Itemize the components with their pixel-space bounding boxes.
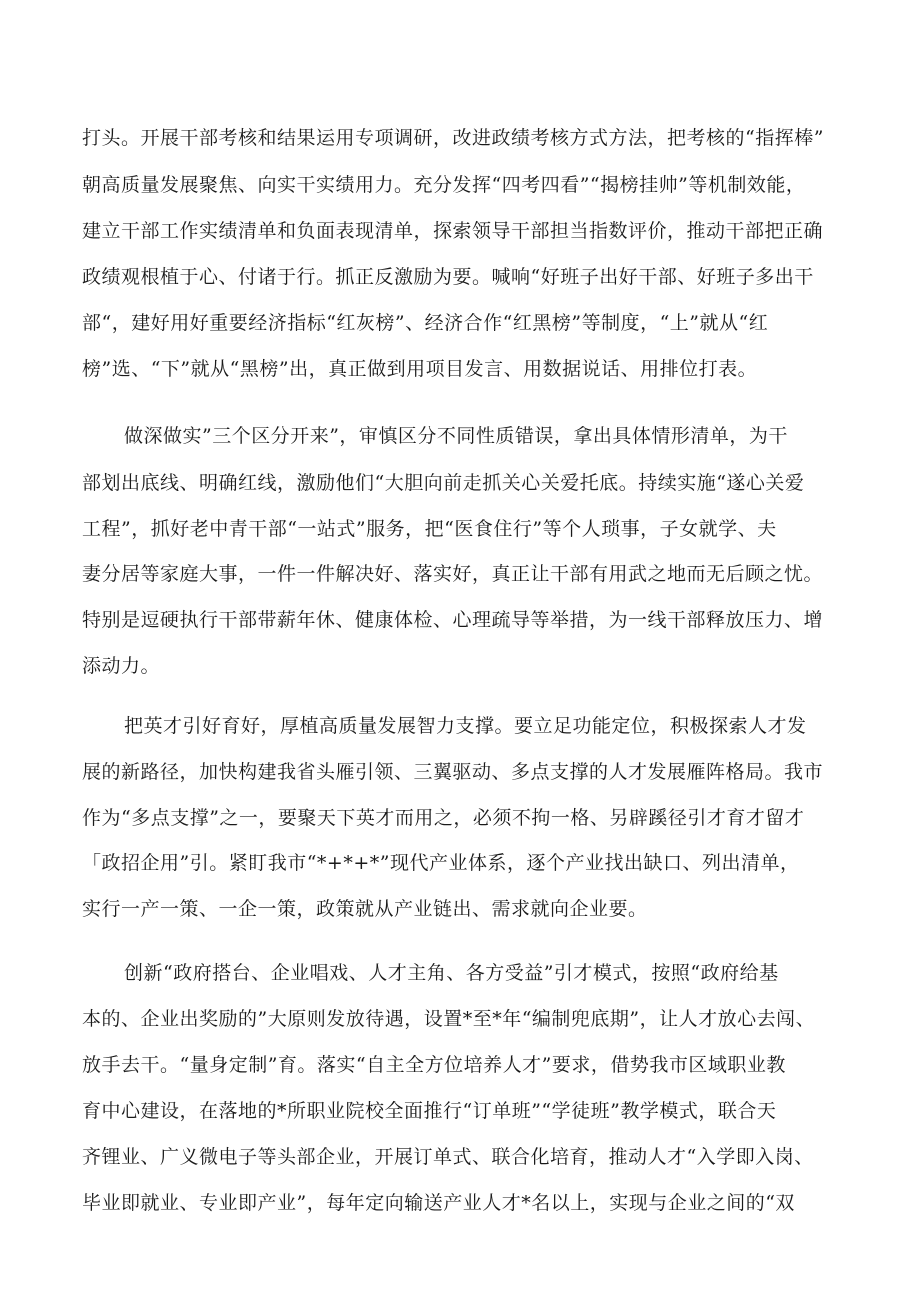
text-line: 部“，建好用好重要经济指标“红灰榜”、经济合作“红黑榜”等制度，“上”就从“红	[82, 312, 769, 334]
text-line: 做深做实”三个区分开来”，审慎区分不同性质错误，拿出具体情形清单，为干	[124, 425, 788, 447]
text-line: 「政招企用”引。紧盯我市“*+*+*”现代产业体系，逐个产业找出缺口、列出清单，	[82, 852, 800, 874]
text-line: 本的、企业出奖励的”大原则发放待遇，设置*至*年“编制兜底期”，让人才放心去闯、	[82, 1008, 816, 1030]
text-line: 特别是逗硬执行干部带薪年休、健康体检、心理疏导等举措，为一线干部释放压力、增	[82, 609, 824, 631]
text-line: 作为“多点支撑”之一，要聚天下英才而用之，必须不拘一格、另辟蹊径引才育才留才	[82, 807, 805, 829]
text-line: 妻分居等家庭大事，一件一件解决好、落实好，真正让干部有用武之地而无后顾之忧。	[82, 563, 824, 585]
text-line: 把英才引好育好，厚植高质量发展智力支撑。要立足功能定位，积极探索人才发	[124, 715, 807, 737]
text-line: 建立干部工作实绩清单和负面表现清单，探索领导干部担当指数评价，推动干部把正确	[82, 220, 824, 242]
text-line: 添动力。	[82, 655, 161, 677]
text-line: 榜”选、“下”就从“黑榜”出，真正做到用项目发言、用数据说话、用排位打表。	[82, 358, 758, 380]
text-line: 打头。开展干部考核和结果运用专项调研，改进政绩考核方式方法，把考核的“指挥棒”	[82, 127, 824, 149]
text-line: 政绩观根植于心、付诸于行。抓正反激励为要。喊响“好班子出好干部、好班子多出干	[82, 266, 814, 288]
text-line: 毕业即就业、专业即产业”，每年定向输送产业人才*名以上，实现与企业之间的“双	[82, 1192, 795, 1214]
text-line: 放手去干。“量身定制”育。落实“自主全方位培养人才”要求，借势我市区域职业教	[82, 1054, 786, 1076]
text-line: 展的新路径，加快构建我省头雁引领、三翼驱动、多点支撑的人才发展雁阵格局。我市	[82, 761, 824, 783]
text-line: 工程”，抓好老中青干部“一站式”服务，把“医食住行”等个人琐事，子女就学、夫	[82, 518, 777, 540]
text-line: 创新“政府搭台、企业唱戏、人才主角、各方受益”引才模式，按照“政府给基	[124, 962, 779, 984]
text-line: 齐锂业、广义微电子等头部企业，开展订单式、联合化培育，推动人才“入学即入岗、	[82, 1146, 814, 1168]
text-line: 朝高质量发展聚焦、向实干实绩用力。充分发挥“四考四看”“揭榜挂帅”等机制效能，	[82, 174, 806, 196]
text-line: 育中心建设，在落地的*所职业院校全面推行“订单班”“学徒班”教学模式，联合天	[82, 1100, 777, 1122]
text-line: 实行一产一策、一企一策，政策就从产业链出、需求就向企业要。	[82, 898, 648, 920]
text-line: 部划出底线、明确红线，激励他们“大胆向前走抓关心关爱托底。持续实施“遂心关爱	[82, 472, 805, 494]
